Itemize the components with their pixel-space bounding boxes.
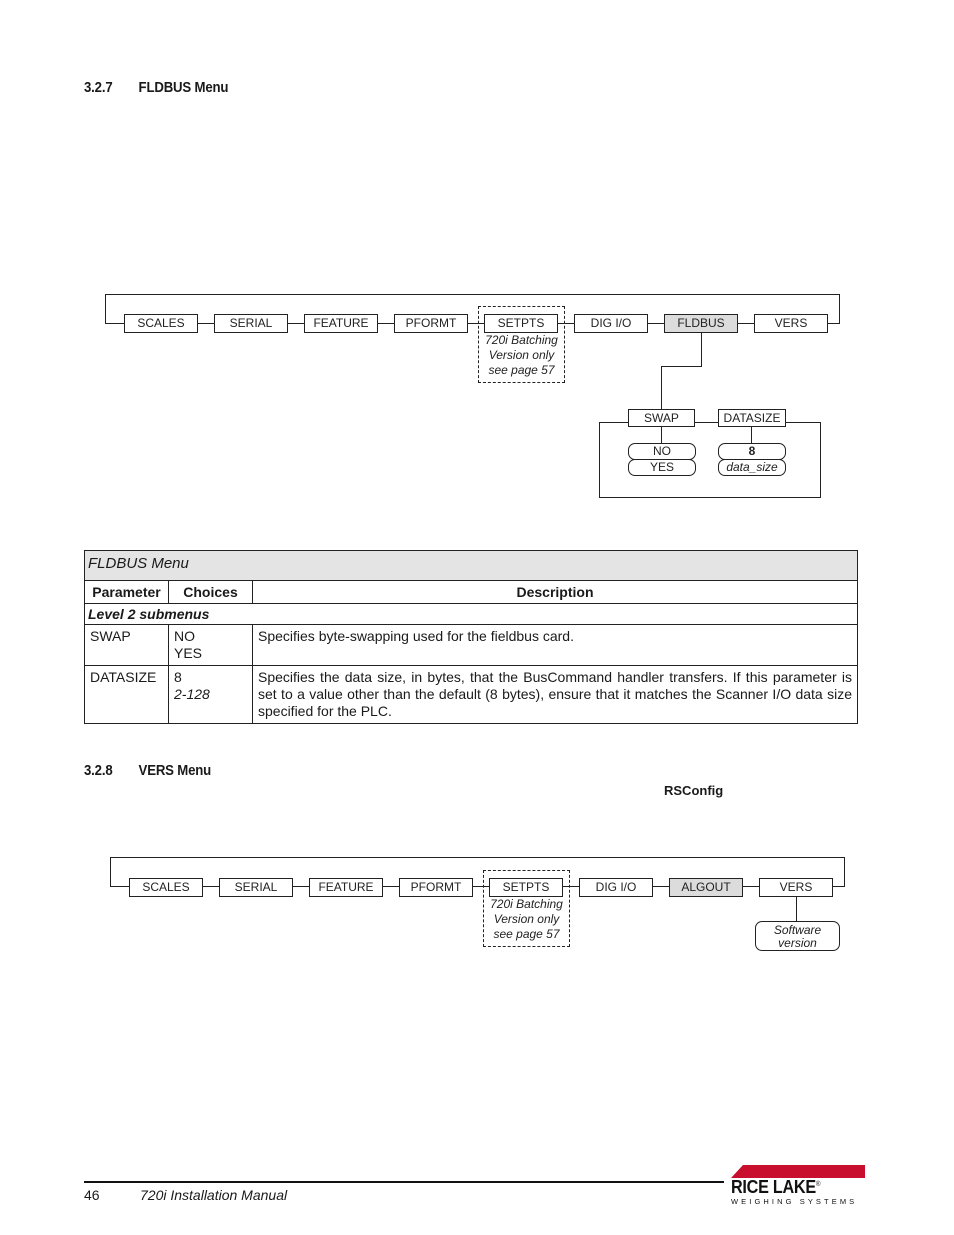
- menu-dig-io: DIG I/O: [579, 878, 653, 897]
- setpts-note-line-1: 720i Batching: [490, 897, 563, 911]
- param-cell: DATASIZE: [85, 666, 169, 724]
- table-title: FLDBUS Menu: [85, 551, 858, 581]
- level-label: Level 2 submenus: [85, 604, 858, 625]
- menu-algout: ALGOUT: [669, 878, 743, 897]
- menu-dig-io: DIG I/O: [574, 314, 648, 333]
- menu-fldbus: FLDBUS: [664, 314, 738, 333]
- menu-serial: SERIAL: [219, 878, 293, 897]
- section-number: 3.2.8: [84, 762, 113, 779]
- menu-pformt: PFORMT: [399, 878, 473, 897]
- section-title: VERS Menu: [138, 762, 212, 779]
- choice: NO: [174, 628, 195, 644]
- menu-vers: VERS: [759, 878, 833, 897]
- option-8: 8: [718, 443, 786, 460]
- setpts-note-line-2: Version only: [488, 348, 555, 362]
- choices-cell: [169, 625, 253, 666]
- table-header-row: [85, 581, 858, 604]
- table-row: [85, 625, 858, 666]
- section-number: 3.2.7: [84, 79, 113, 96]
- table-level-row: [85, 604, 858, 625]
- fldbus-parameter-table: [84, 550, 858, 724]
- menu-setpts: SETPTS: [484, 314, 558, 333]
- choice: YES: [174, 645, 203, 661]
- menu-scales: SCALES: [129, 878, 203, 897]
- table-title-row: [85, 551, 858, 581]
- menu-setpts: SETPTS: [489, 878, 563, 897]
- menu-feature: FEATURE: [309, 878, 383, 897]
- menu-pformt: PFORMT: [394, 314, 468, 333]
- option-data-size: data_size: [718, 459, 786, 476]
- setpts-note-line-3: see page 57: [493, 927, 560, 941]
- description-cell: Specifies byte-swapping used for the fieldbus card.: [253, 625, 858, 666]
- header-description: Description: [253, 581, 858, 604]
- param-cell: SWAP: [85, 625, 169, 666]
- menu-serial: SERIAL: [214, 314, 288, 333]
- manual-title: 720i Installation Manual: [140, 1187, 288, 1203]
- setpts-note-line-2: Version only: [493, 912, 560, 926]
- section-heading-fldbus: [84, 79, 228, 96]
- rsconfig-reference: RSConfig: [664, 783, 724, 798]
- logo-wordmark: RICE LAKE®: [731, 1177, 821, 1197]
- header-parameter: Parameter: [85, 581, 169, 604]
- option-no: NO: [628, 443, 696, 460]
- submenu-datasize: DATASIZE: [718, 409, 786, 427]
- table-row: [85, 666, 858, 724]
- choice: 2-128: [174, 686, 210, 702]
- software-version-line-1: Software: [773, 923, 822, 937]
- menu-scales: SCALES: [124, 314, 198, 333]
- logo-subtitle: WEIGHING SYSTEMS: [731, 1197, 858, 1206]
- registered-mark: ®: [815, 1181, 821, 1188]
- footer-rule: [84, 1181, 724, 1183]
- header-choices: Choices: [169, 581, 253, 604]
- menu-feature: FEATURE: [304, 314, 378, 333]
- section-heading-vers: [84, 762, 211, 779]
- software-version-node: [755, 921, 840, 951]
- setpts-note-line-1: 720i Batching: [485, 333, 558, 347]
- menu-vers: VERS: [754, 314, 828, 333]
- section-title: FLDBUS Menu: [138, 79, 229, 96]
- choices-cell: [169, 666, 253, 724]
- page-number: 46: [84, 1187, 100, 1203]
- description-cell: Specifies the data size, in bytes, that the BusCommand handler transfers. If this parameter is set to a value other than the default (8 bytes), ensure that it matches the Scanner I/O data size specified for the PLC.: [253, 666, 858, 724]
- option-yes: YES: [628, 459, 696, 476]
- setpts-note-line-3: see page 57: [488, 363, 555, 377]
- submenu-swap: SWAP: [628, 409, 695, 427]
- choice: 8: [174, 669, 182, 685]
- software-version-line-2: version: [778, 936, 817, 950]
